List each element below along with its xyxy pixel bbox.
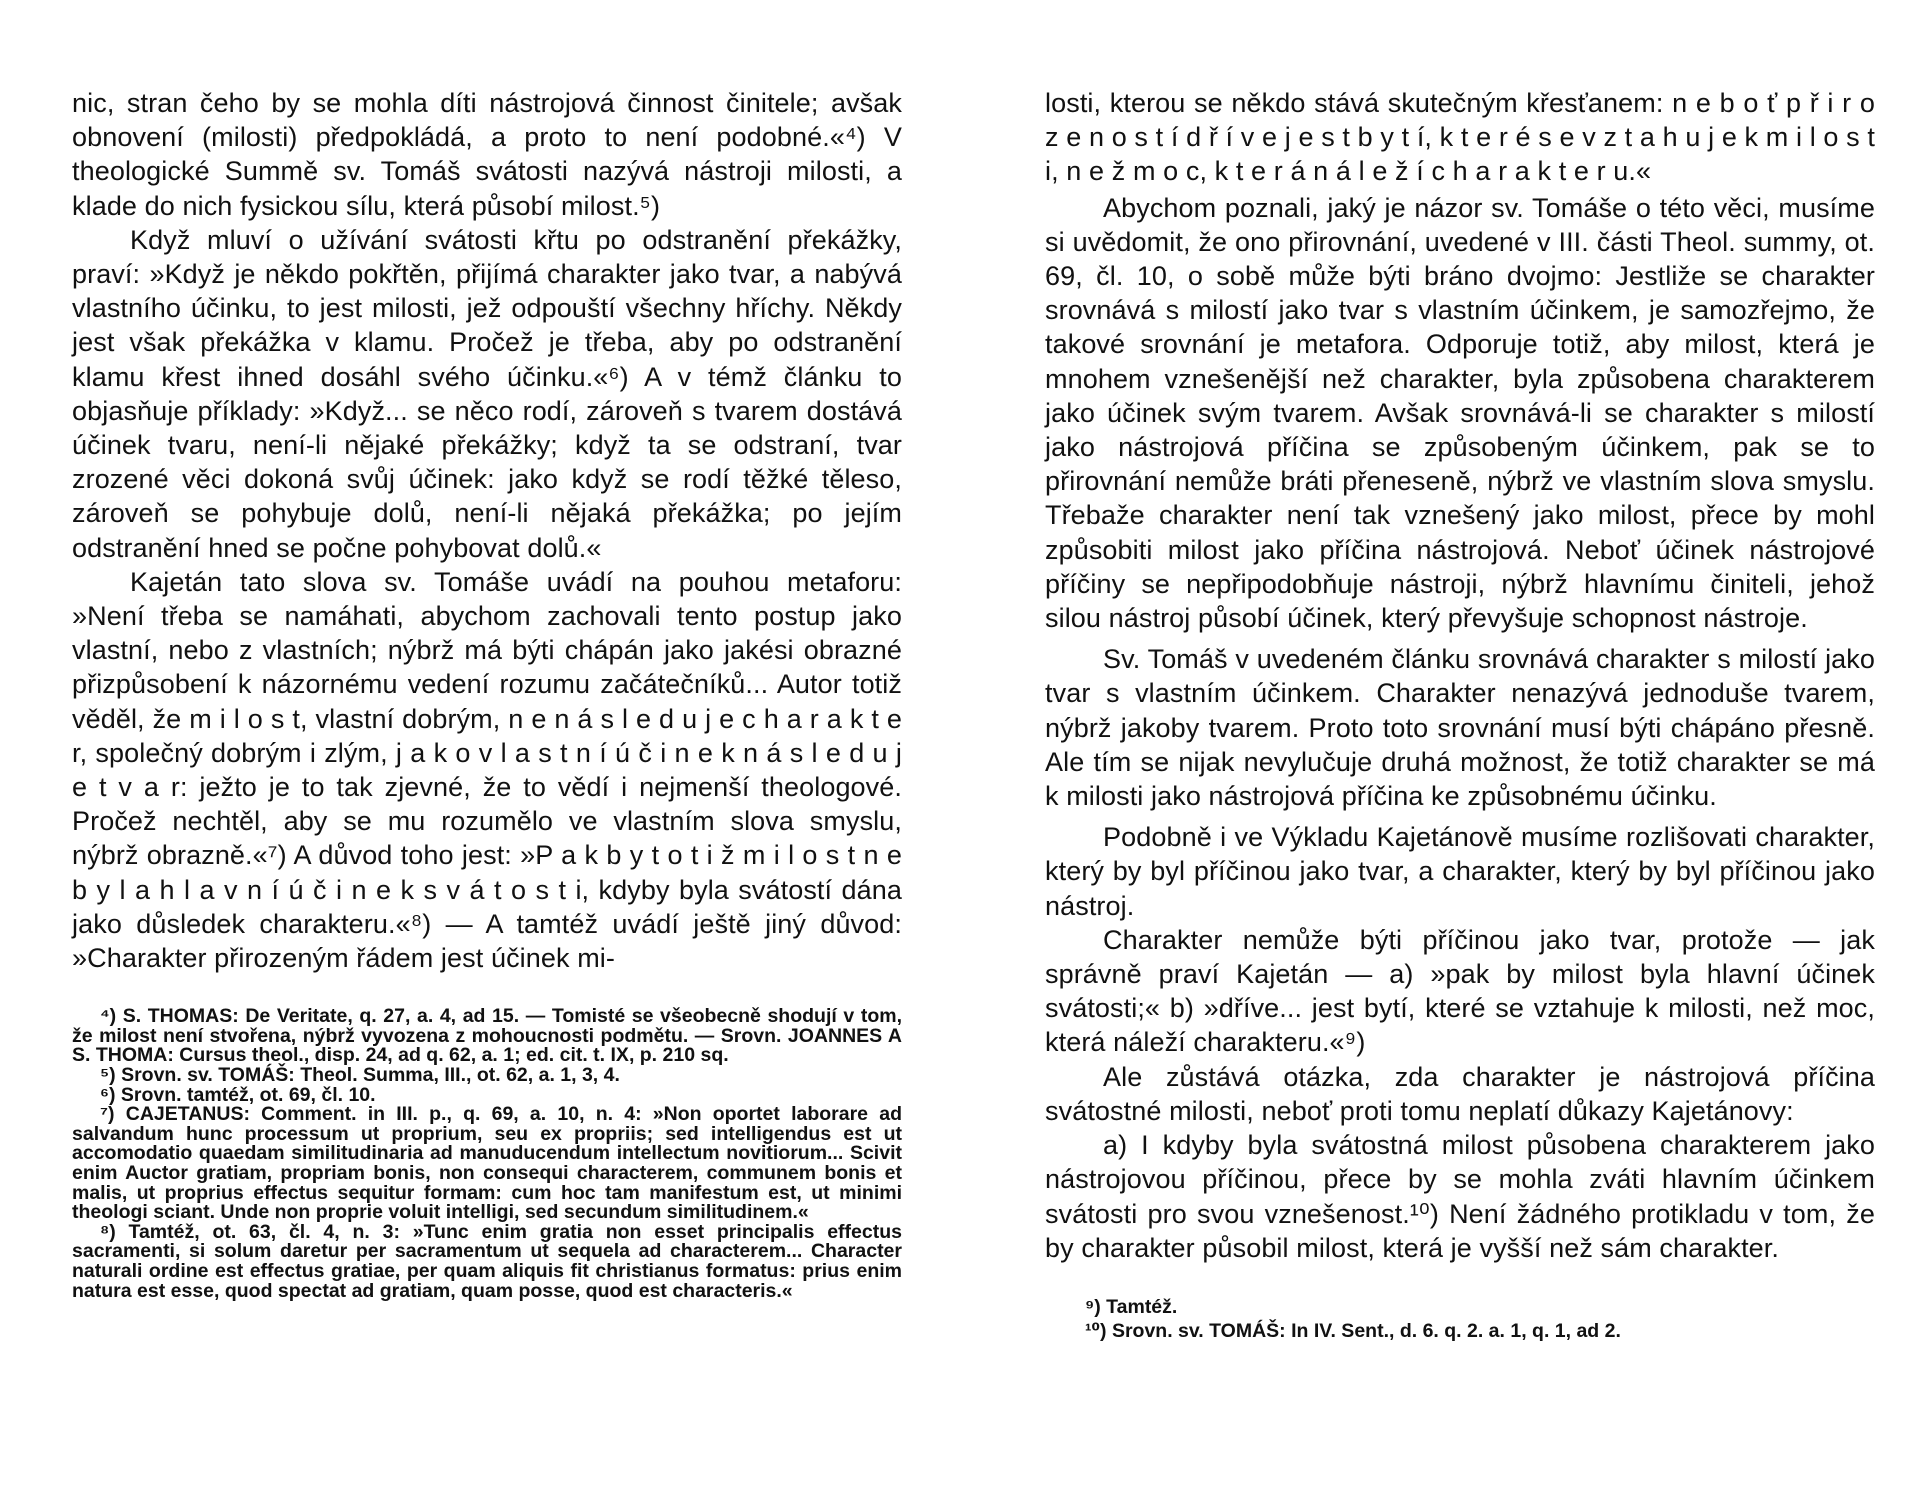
footnotes — [1045, 1295, 1875, 1343]
paragraph: nic, stran čeho by se mohla díti nástrojová činnost činitele; avšak obnovení (milosti) předpokládá, a proto to není podobné.«⁴) V theologické Summě sv. Tomáš svátosti nazývá nástroji milosti, a klade do nich fysickou sílu, která působí milost.⁵) — [72, 88, 902, 221]
paragraph: Charakter nemůže býti příčinou jako tvar, protože — jak správně praví Kajetán — a) »pak by milost byla hlavní účinek svátosti;« b) »dříve... jest bytí, které se vztahuje k milosti, než moc, která náleží charakteru.«⁹) — [1045, 924, 1875, 1058]
paragraph: Sv. Tomáš v uvedeném článku srovnává charakter s milostí jako tvar s vlastním účinkem. Charakter nenazývá jednoduše tvarem, nýbrž jakoby tvarem. Proto toto srovnání musí býti chápáno přesně. Ale tím se nijak nevylučuje druhá možnost, že totiž charakter se má k milosti jako nástrojová příčina ke způsobnému účinku. — [1045, 644, 1875, 812]
footnote: ⁴) S. THOMAS: De Veritate, q. 27, a. 4, ad 15. — Tomisté se všeobecně shodují v tom, že milost není stvořena, nýbrž vyvozena z mohoucnosti podmětu. — Srovn. JOANNES A S. THOMA: Cursus theol., disp. 24, ad q. 62, a. 1; ed. cit. t. IX, p. 210 sq. — [72, 1005, 902, 1067]
footnote: ⁵) Srovn. sv. TOMÁŠ: Theol. Summa, III., ot. 62, a. 1, 3, 4. — [100, 1064, 620, 1087]
footnote: ⁸) Tamtéž, ot. 63, čl. 4, n. 3: »Tunc enim gratia non esset principalis effectus sacramenti, si solum daretur per sacramentum ut sequela ad characterem... Character naturali ordine est effectus gratiae, per quam aliquis fit christianus formatus: prius enim natura est esse, quod spectat ad gratiam, quam posse, quod est characteris.« — [72, 1220, 902, 1302]
paragraph: Ale zůstává otázka, zda charakter je nástrojová příčina svátostné milosti, neboť proti tomu neplatí důkazy Kajetánovy: — [1045, 1061, 1875, 1126]
footnote: ⁶) Srovn. tamtéž, ot. 69, čl. 10. — [100, 1083, 376, 1106]
paragraph: Kajetán tato slova sv. Tomáše uvádí na pouhou metaforu: »Není třeba se namáhati, abychom zachovali tento postup jako vlastní, nebo z vlastních; nýbrž má býti chápán jako jakési obrazné přizpůsobení k názornému vedení rozumu začátečníků... Autor totiž věděl, že m i l o s t, vlastní dobrým, n e n á s l e d u j e c h a r a k t e r, společný dobrým i zlým, j a k o v l a s t n í ú č i n e k n á s l e d u j e t v a r: ježto je to tak zjevné, že to vědí i nejmenší theologové. Pročež nechtěl, aby se mu rozumělo ve vlastním slova smyslu, nýbrž obrazně.«⁷) A důvod toho jest: »P a k b y t o t i ž m i l o s t n e b y l a h l a v n í ú č i n e k s v á t o s t i, kdyby byla svátostí dána jako důsledek charakteru.«⁸) — A tamtéž uvádí ještě jiný důvod: »Charakter přirozeným řádem jest účinek mi- — [72, 566, 902, 974]
left-page — [72, 86, 902, 1301]
paragraph: Když mluví o užívání svátosti křtu po odstranění překážky, praví: »Když je někdo pokřtěn, přijímá charakter jako tvar, a nabývá vlastního účinku, to jest milosti, jež odpouští všechny hříchy. Někdy jest však překážka v klamu. Pročež je třeba, aby po odstranění klamu křest ihned dosáhl svého účinku.«⁶) A v témž článku to objasňuje příklady: »Když... se něco rodí, zároveň s tvarem dostává účinek tvaru, není-li nějaké překážky; když ta se odstraní, tvar zrozené věci dokoná svůj účinek: jako když se rodí těžké těleso, zároveň se pohybuje dolů, není-li nějaká překážka; po jejím odstranění hned se počne pohybovat dolů.« — [72, 224, 902, 563]
footnote: ⁷) CAJETANUS: Comment. in III. p., q. 69, a. 10, n. 4: »Non oportet laborare ad salvandum hunc processum ut proprium, seu ex propriis; sed intelligendus est ut accomodatio quaedam similitudinaria ad manuducendum intellectum novitiorum... Scivit enim Auctor gratiam, propriam bonis, non consequi characterem, communem bonis et malis, ut proprius effectus sequitur formam: cum hoc tam manifestum est, ut minimi theologi sciant. Unde non proprie voluit intelligi, sed secundum similitudinem.« — [72, 1103, 902, 1224]
paragraph: a) I kdyby byla svátostná milost působena charakterem jako nástrojovou příčinou, přece by se mohla zváti hlavním účinkem svátosti pro svou vznešenost.¹⁰) Není žádného protikladu v tom, že by charakter působil milost, která je vyšší než sám charakter. — [1045, 1130, 1875, 1263]
footnote: ¹⁰) Srovn. sv. TOMÁŠ: In IV. Sent., d. 6. q. 2. a. 1, q. 1, ad 2. — [1085, 1319, 1621, 1342]
paragraph: losti, kterou se někdo stává skutečným křesťanem: n e b o ť p ř i r o z e n o s t í d ř í v e j e s t b y t í, k t e r é s e v z t a h u j e k m i l o s t i, n e ž m o c, k t e r á n á l e ž í c h a r a k t e r u.« — [1045, 88, 1875, 187]
paragraph: Podobně i ve Výkladu Kajetánově musíme rozlišovati charakter, který by byl příčinou jako tvar, a charakter, který by byl příčinou jako nástroj. — [1045, 822, 1875, 921]
right-page — [1045, 86, 1875, 1343]
footnotes — [72, 1007, 902, 1301]
footnote: ⁹) Tamtéž. — [1085, 1295, 1178, 1318]
paragraph: Abychom poznali, jaký je názor sv. Tomáše o této věci, musíme si uvědomit, že ono přirovnání, uvedené v III. části Theol. summy, ot. 69, čl. 10, o sobě může býti bráno dvojmo: Jestliže se charakter srovnává s milostí jako tvar s vlastním účinkem, je samozřejmo, že takové srovnání je metafora. Odporuje totiž, aby milost, která je mnohem vznešenější než charakter, byla způsobena charakterem jako účinek svým tvarem. Avšak srovnává-li se charakter s milostí jako nástrojová příčina se způsobeným účinkem, pak se to přirovnání nemůže bráti přeneseně, nýbrž ve vlastním slova smyslu. Třebaže charakter není tak vznešený jako milost, přece by mohl způsobiti milost jako příčina nástrojová. Neboť účinek nástrojové příčiny se nepřipodobňuje nástroji, nýbrž hlavnímu činiteli, jehož silou nástroj působí účinek, který převyšuje schopnost nástroje. — [1045, 192, 1875, 634]
